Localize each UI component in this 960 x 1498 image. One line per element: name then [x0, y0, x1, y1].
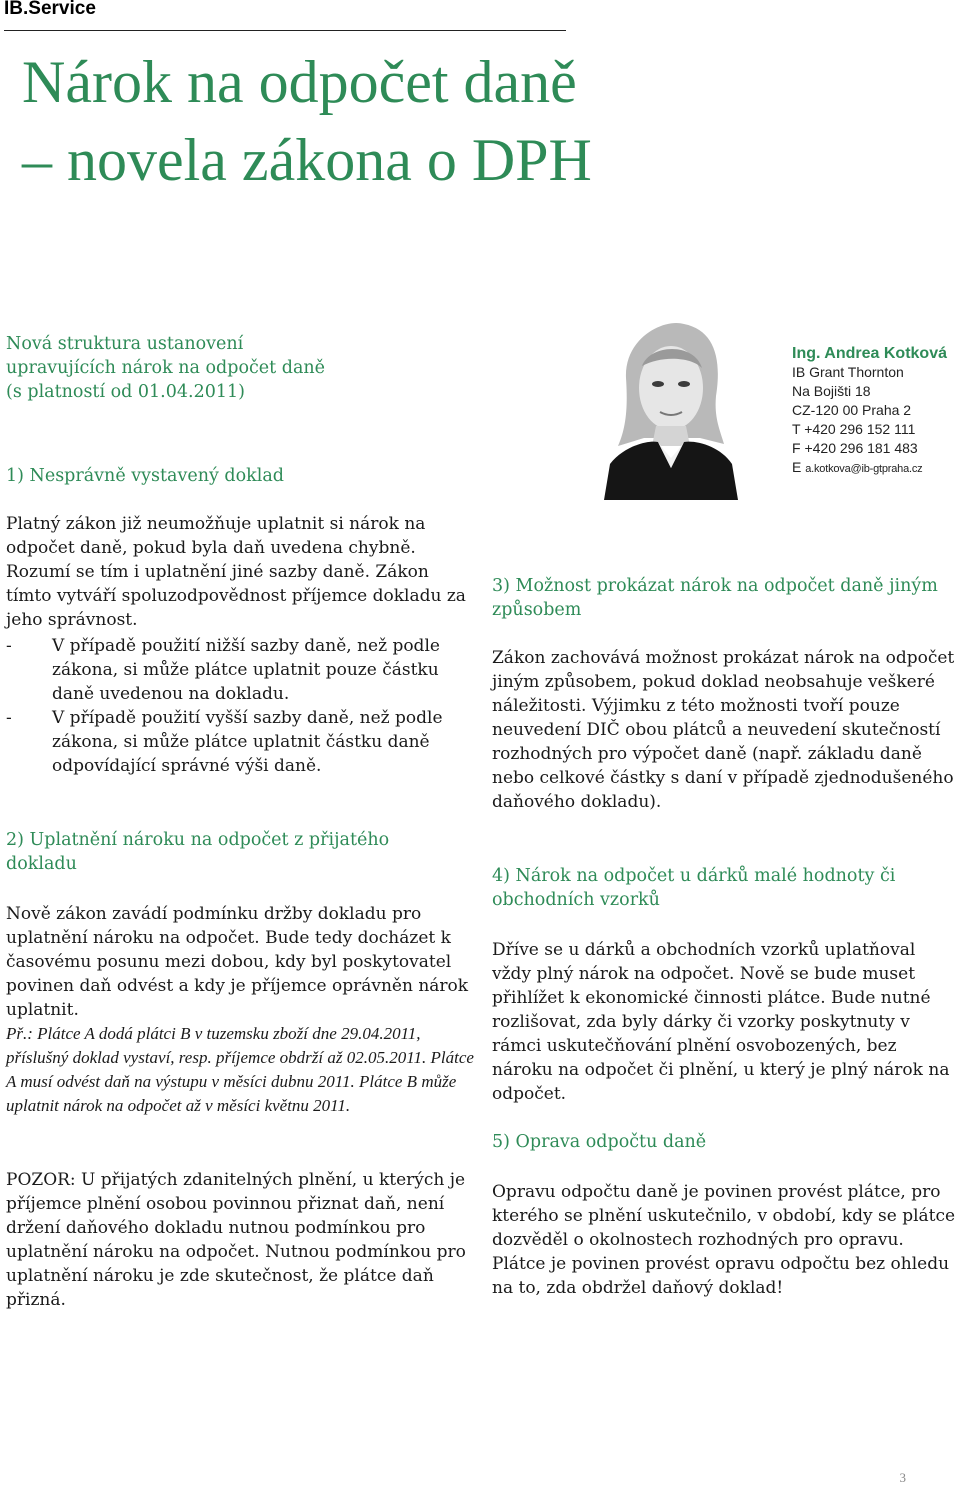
section3-heading: 3) Možnost prokázat nárok na odpočet daně jiným způsobem: [492, 576, 938, 620]
contact-street: Na Bojišti 18: [792, 383, 871, 399]
page-title-line-1: Nárok na odpočet daně: [22, 49, 577, 115]
contact-name: Ing. Andrea Kotková: [792, 345, 947, 362]
contact-email-link[interactable]: a.kotkova@ib-gtpraha.cz: [805, 463, 923, 475]
portrait-photo: [604, 318, 738, 500]
contact-phone: T +420 296 152 111: [792, 421, 916, 437]
section2-heading: 2) Uplatnění nároku na odpočet z přijatého dokladu: [6, 830, 390, 874]
bullet-text: V případě použití vyšší sazby daně, než podle zákona, si může plátce uplatnit částku daně odpovídající správné výši daně.: [52, 708, 443, 776]
bullet-dash: -: [6, 708, 12, 728]
section5-paragraph: Opravu odpočtu daně je povinen provést plátce, pro kterého se plnění uskutečnilo, v období, kdy se plátce dozvěděl o okolnostech rozhodných pro opravu. Plátce je povinen provést opravu odpočtu bez ohledu na to, zda obdržel daňový doklad!: [492, 1182, 956, 1298]
brand-label: IB.Service: [4, 0, 96, 19]
bullet-dash: -: [6, 636, 12, 656]
section2-paragraph: Nově zákon zavádí podmínku držby dokladu pro uplatnění nároku na odpočet. Bude tedy docházet k časovému posunu mezi dobou, kdy byl poskytovatel povinen daň odvést a kdy je příjemce oprávněn nárok uplatnit.: [6, 904, 469, 1020]
section4-heading: 4) Nárok na odpočet u dárků malé hodnoty či obchodních vzorků: [492, 866, 896, 910]
bullet-item: [6, 634, 468, 706]
page-title-line-2: – novela zákona o DPH: [22, 127, 592, 193]
intro-heading-line-3: (s platností od 01.04.2011): [6, 382, 245, 402]
contact-company: IB Grant Thornton: [792, 364, 904, 380]
intro-heading-line-1: Nová struktura ustanovení: [6, 334, 244, 354]
section4-paragraph: Dříve se u dárků a obchodních vzorků uplatňoval vždy plný nárok na odpočet. Nově se bude muset přihlížet k ekonomické činnosti plátce. Bude nutné rozlišovat, zda byly dárky či vzorky poskytnuty v rámci uskutečňování plnění osvobozených, bez nároku na odpočet či plnění, u který je plný nárok na odpočet.: [492, 940, 950, 1104]
contact-email-prefix: E: [792, 459, 802, 475]
section1-bullets: [6, 634, 468, 778]
contact-fax: F +420 296 181 483: [792, 440, 918, 456]
intro-heading: [6, 332, 476, 404]
section1-heading: 1) Nesprávně vystavený doklad: [6, 466, 285, 486]
contact-card: [792, 344, 947, 479]
page-number: 3: [899, 1470, 906, 1485]
contact-city: CZ-120 00 Praha 2: [792, 402, 912, 418]
bullet-text: V případě použití nižší sazby daně, než podle zákona, si může plátce uplatnit pouze částku daně uvedenou na dokladu.: [52, 636, 440, 704]
contact-email-row: [792, 458, 947, 479]
header-rule: [4, 30, 566, 31]
section5-heading: 5) Oprava odpočtu daně: [492, 1132, 707, 1152]
bullet-item: [6, 706, 468, 778]
section2-note: POZOR: U přijatých zdanitelných plnění, u kterých je příjemce plnění osobou povinnou přiznat daň, není držení daňového dokladu nutnou podmínkou pro uplatnění nároku na odpočet. Nutnou podmínkou pro uplatnění nároku je zde skutečnost, že plátce daň přizná.: [6, 1170, 466, 1310]
section2-example: Př.: Plátce A dodá plátci B v tuzemsku zboží dne 29.04.2011, příslušný doklad vystaví, resp. příjemce obdrží až 02.05.2011. Plátce A musí odvést daň na výstupu v měsíci dubnu 2011. Plátce B může uplatnit nárok na odpočet až v měsíci květnu 2011.: [6, 1024, 474, 1115]
section3-paragraph: Zákon zachovává možnost prokázat nárok na odpočet jiným způsobem, pokud doklad neobsahuje veškeré náležitosti. Výjimku z této možnosti tvoří pouze neuvedení DIČ obou plátců a neuvedení skutečností rozhodných pro výpočet daně (např. základu daně nebo celkové částky s daní v případě zjednodušeného daňového dokladu).: [492, 648, 955, 812]
intro-heading-line-2: upravujících nárok na odpočet daně: [6, 358, 326, 378]
section1-paragraph: Platný zákon již neumožňuje uplatnit si nárok na odpočet daně, pokud byla daň uvedena chybně. Rozumí se tím i uplatnění jiné sazby daně. Zákon tímto vytváří spoluzodpovědnost příjemce dokladu za jeho správnost.: [6, 514, 466, 630]
